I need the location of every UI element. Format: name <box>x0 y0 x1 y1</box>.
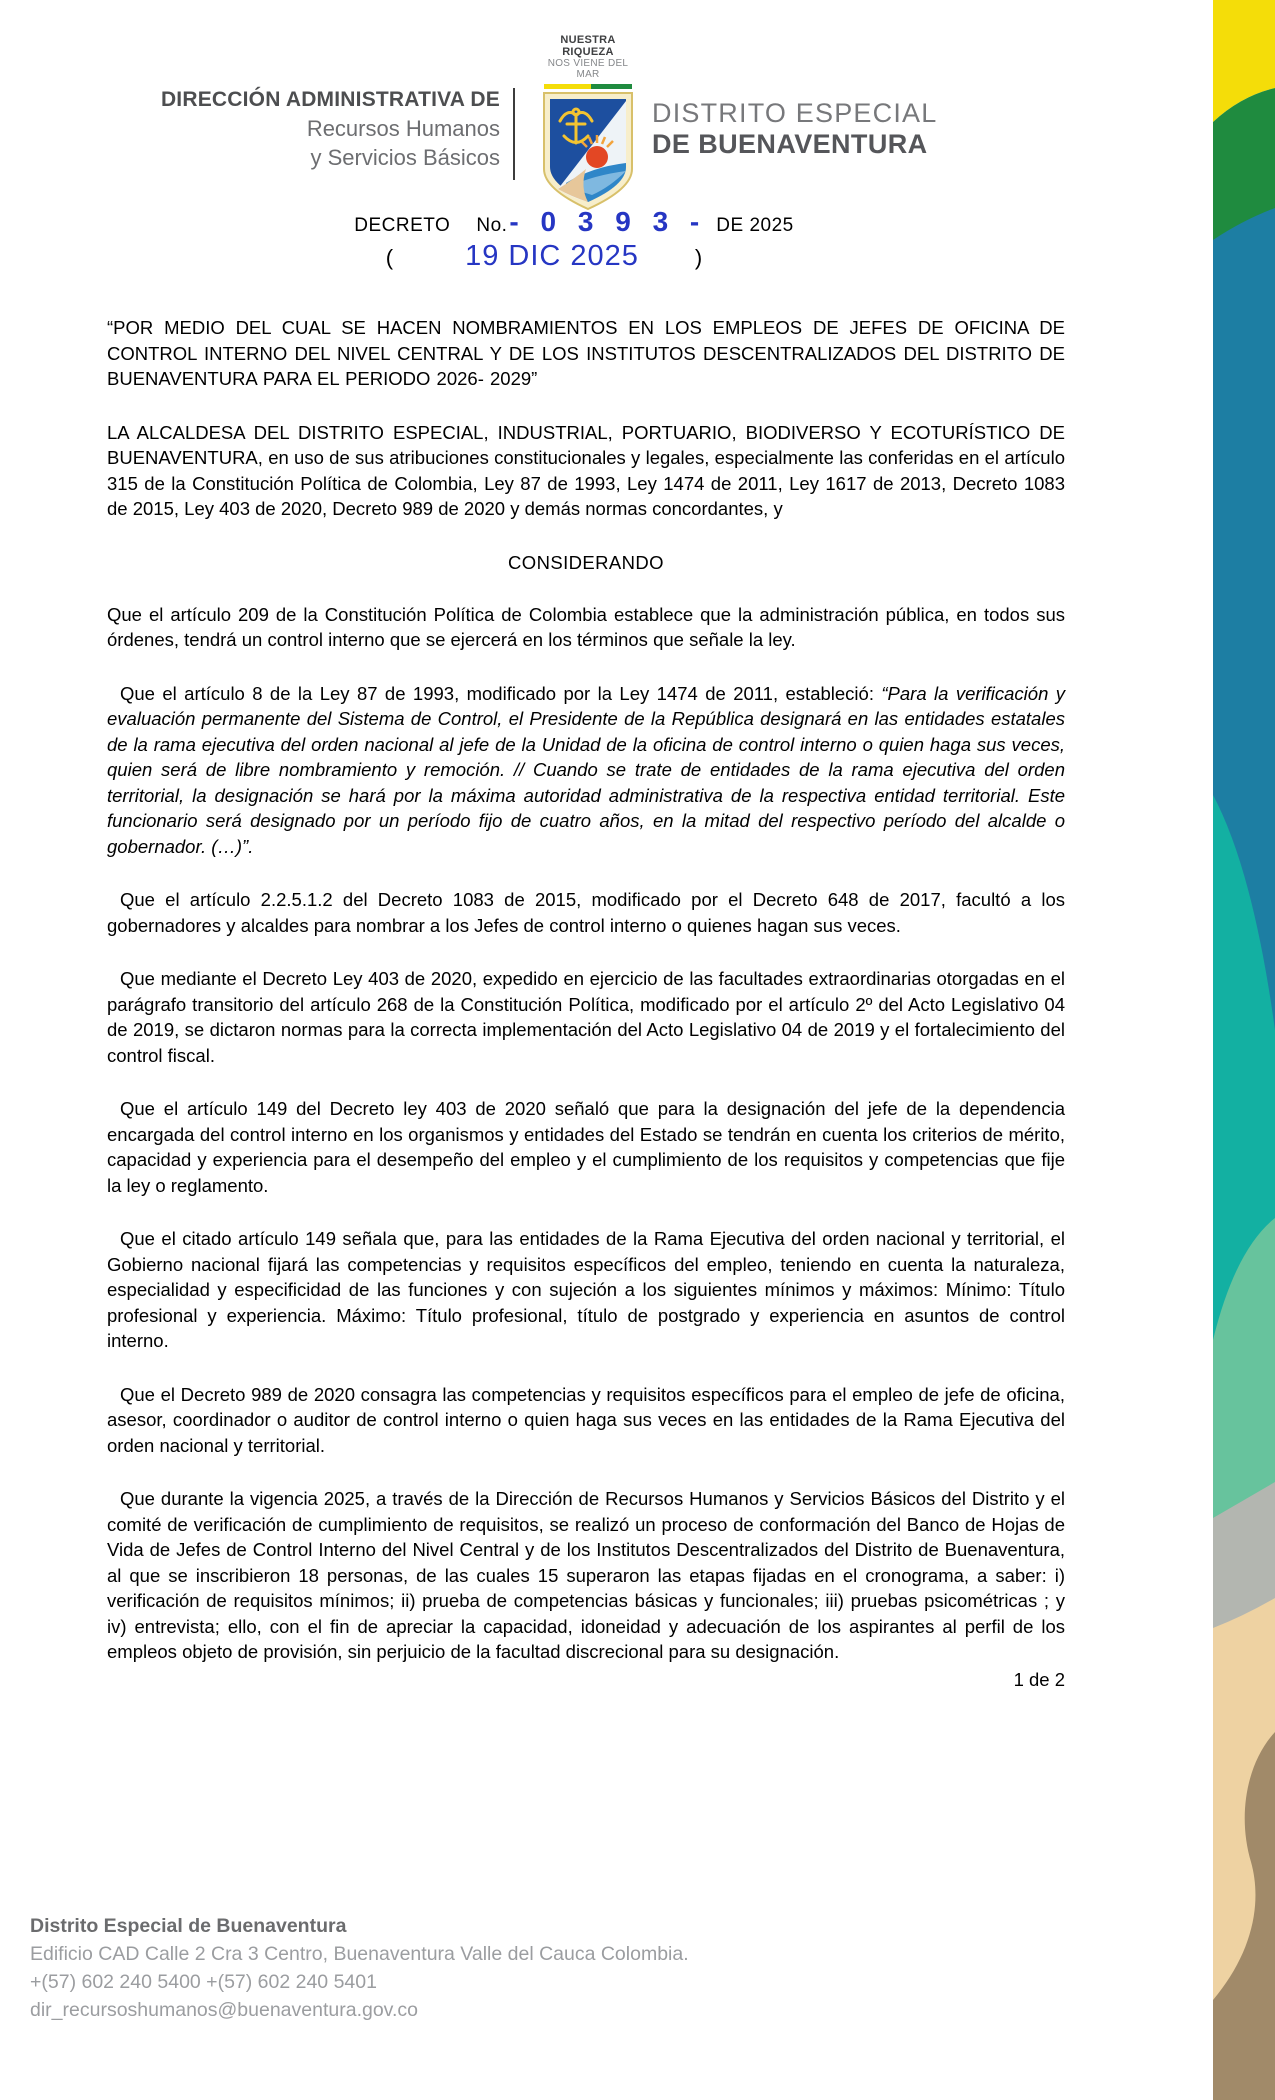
decree-date-line <box>65 240 1023 273</box>
crest-motto-line2: NOS VIENE DEL MAR <box>547 58 629 80</box>
footer-org-name: Distrito Especial de Buenaventura <box>30 1915 347 1937</box>
decree-number-stamp: - 0 3 9 3 - <box>509 206 707 237</box>
document-footer <box>30 1912 689 2024</box>
paren-open: ( <box>385 245 394 270</box>
consideration-paragraph-5: Que el artículo 149 del Decreto ley 403 de 2020 señaló que para la designación del jefe de la dependencia encargada del control interno en los organismos y entidades del Estado se tendrán en cuenta los criterios de mérito, capacidad y experiencia para el desempeño del empleo y el cumplimiento de los requisitos y competencias que fije la ley o reglamento. <box>107 1098 1065 1196</box>
consideration-paragraph-6: Que el citado artículo 149 señala que, para las entidades de la Rama Ejecutiva del orden nacional y territorial, el Gobierno nacional fijará las competencias y requisitos específicos del empleo, teniendo en cuenta la naturaleza, especialidad y especificidad de las funciones y con sujeción a los siguientes mínimos y máximos: Mínimo: Título profesional y experiencia. Máximo: Título profesional, título de postgrado y experiencia en asuntos de control interno. <box>107 1228 1065 1351</box>
footer-email: dir_recursoshumanos@buenaventura.gov.co <box>30 1999 418 2021</box>
document-content <box>107 206 1065 1691</box>
page-number: 1 de 2 <box>1013 1668 1065 1690</box>
preamble-rest: en uso de sus atribuciones constitucionales y legales, especialmente las conferidas en el artículo 315 de la Constitución Política de Colombia, Ley 87 de 1993, Ley 1474 de 2011, Ley 1617 de 2013, Decreto 1083 de 2015, Ley 403 de 2020, Decreto 989 de 2020 y demás normas concordantes, y <box>107 447 1065 519</box>
consideration-2-quote: “Para la verificación y evaluación permanente del Sistema de Control, el Presidente de la República designará en las entidades estatales de la rama ejecutiva del orden nacional al jefe de la Unidad de la oficina de control interno o quien haga sus veces, quien será de libre nombramiento y remoción. // Cuando se trate de entidades de la rama ejecutiva del orden territorial, la designación se hará por la máxima autoridad administrativa de la respectiva entidad territorial. Este funcionario será designado por un período fijo de cuatro años, en la mitad del respectivo período del alcalde o gobernador. (…)”. <box>107 682 1066 857</box>
consideration-paragraph-7: Que el Decreto 989 de 2020 consagra las competencias y requisitos específicos para el empleo de jefe de oficina, asesor, coordinador o auditor de control interno o quien haga sus veces en las entidades de la Rama Ejecutiva del orden nacional y territorial. <box>107 1383 1065 1456</box>
crest-bar-green <box>591 84 632 89</box>
buenaventura-crest-icon <box>540 91 636 211</box>
header-divider <box>513 88 515 180</box>
direccion-subtitle-1: Recursos Humanos <box>306 116 500 141</box>
decree-title: “POR MEDIO DEL CUAL SE HACEN NOMBRAMIENTOS EN LOS EMPLEOS DE JEFES DE OFICINA DE CONTROL INTERNO DEL NIVEL CENTRAL Y DE LOS INSTITUTOS DESCENTRALIZADOS DEL DISTRITO DE BUENAVENTURA PARA EL PERIODO 2026- 2029” <box>107 317 1065 389</box>
preamble-authority: LA ALCALDESA DEL DISTRITO ESPECIAL, INDUSTRIAL, PORTUARIO, BIODIVERSO Y ECOTURÍSTICO DE BUENAVENTURA, <box>107 421 1065 468</box>
consideration-paragraph-1: Que el artículo 209 de la Constitución Política de Colombia establece que la administración pública, en todos sus órdenes, tendrá un control interno que se ejercerá en los términos que señale la ley. <box>107 603 1065 650</box>
decree-date-stamp: 19 DIC 2025 <box>465 240 639 272</box>
decorative-side-band <box>1213 0 1275 2100</box>
consideration-paragraph-8: Que durante la vigencia 2025, a través de la Dirección de Recursos Humanos y Servicios Básicos del Distrito y el comité de verificación de cumplimiento de requisitos, se realizó un proceso de conformación del Banco de Hojas de Vida de Jefes de Control Interno del Nivel Central y de los Institutos Descentralizados del Distrito de Buenaventura, al que se inscribieron 18 personas, de las cuales 15 superaron las etapas fijadas en el cronograma, a saber: i) verificación de requisitos mínimos; ii) prueba de competencias básicas y funcionales; iii) pruebas psicométricas ; y iv) entrevista; ello, con el fin de apreciar la capacidad, idoneidad y adecuación de los aspirantes al perfil de los empleos objeto de provisión, sin perjuicio de la facultad discrecional para su designación. <box>107 1488 1065 1662</box>
consideration-paragraph-2 <box>107 681 1065 860</box>
consideration-paragraph-3: Que el artículo 2.2.5.1.2 del Decreto 1083 de 2015, modificado por el Decreto 648 de 2017, facultó a los gobernadores y alcaldes para nombrar a los Jefes de control interno o quienes hagan sus veces. <box>107 889 1065 936</box>
distrito-title-line1: DISTRITO ESPECIAL <box>652 98 938 128</box>
crest-color-bar <box>544 84 632 89</box>
preamble-paragraph <box>107 420 1065 522</box>
decree-year: DE 2025 <box>716 215 794 236</box>
direccion-title: DIRECCIÓN ADMINISTRATIVA DE <box>160 88 500 111</box>
direccion-subtitle-2: y Servicios Básicos <box>310 145 500 170</box>
distrito-title-line2: DE BUENAVENTURA <box>652 129 928 159</box>
decree-number-line <box>95 206 1053 238</box>
header-right-block <box>652 98 937 160</box>
paren-close: ) <box>694 245 703 270</box>
footer-address: Edificio CAD Calle 2 Cra 3 Centro, Buenaventura Valle del Cauca Colombia. <box>30 1943 689 1965</box>
crest-motto-line1: NUESTRA RIQUEZA <box>560 34 616 58</box>
considerando-heading: CONSIDERANDO <box>508 551 664 573</box>
consideration-paragraph-4: Que mediante el Decreto Ley 403 de 2020, expedido en ejercicio de las facultades extraordinarias otorgadas en el parágrafo transitorio del artículo 268 de la Constitución Política, modificado por el artículo 2º del Acto Legislativo 04 de 2019, se dictaron normas para la correcta implementación del Acto Legislativo 04 de 2019 y el fortalecimiento del control fiscal. <box>107 968 1065 1066</box>
crest-bar-yellow <box>544 84 591 89</box>
footer-phones: +(57) 602 240 5400 +(57) 602 240 5401 <box>30 1971 377 1993</box>
decree-label: DECRETO <box>354 215 451 236</box>
header-left-block <box>118 86 500 172</box>
decree-no-label: No. <box>476 215 508 236</box>
consideration-2-intro: Que el artículo 8 de la Ley 87 de 1993, modificado por la Ley 1474 de 2011, estableció: <box>120 682 882 704</box>
crest-block <box>538 34 638 211</box>
